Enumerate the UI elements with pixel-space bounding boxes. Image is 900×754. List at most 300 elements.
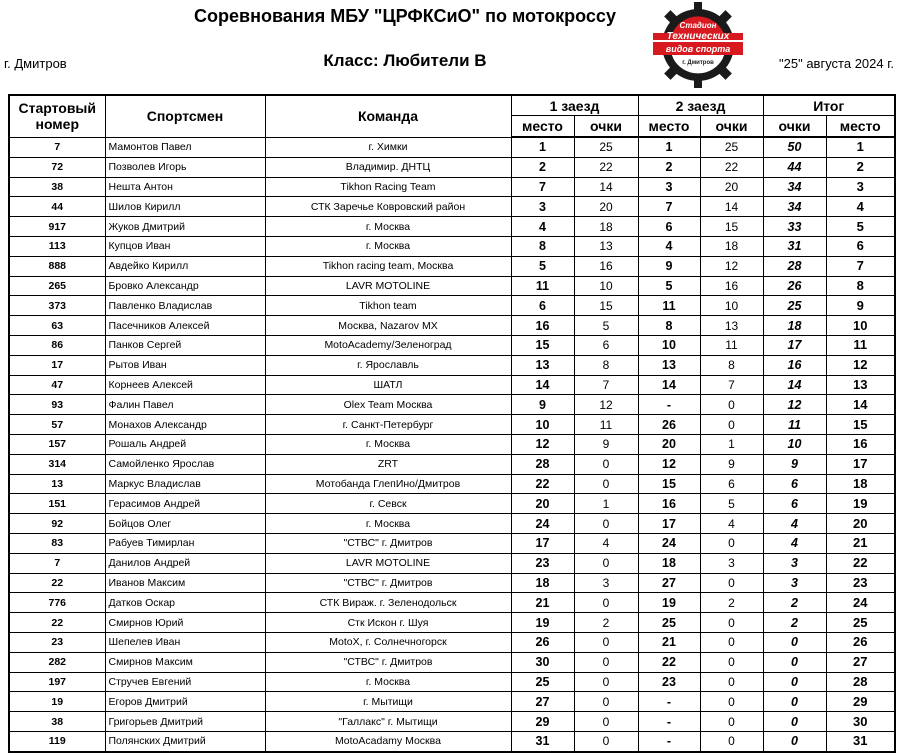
race1-place-cell: 25: [511, 672, 574, 692]
start-number-cell: 314: [9, 454, 105, 474]
table-row: [9, 494, 895, 514]
race1-points-cell: 0: [574, 632, 638, 652]
total-points-cell: 4: [763, 514, 826, 534]
race2-place-cell: -: [638, 712, 700, 732]
race1-place-cell: 17: [511, 533, 574, 553]
total-points-cell: 14: [763, 375, 826, 395]
race2-place-cell: 24: [638, 533, 700, 553]
race1-points-cell: 0: [574, 593, 638, 613]
start-number-cell: 7: [9, 137, 105, 157]
table-row: [9, 375, 895, 395]
rider-name-cell: Бойцов Олег: [105, 514, 265, 534]
total-points-cell: 34: [763, 177, 826, 197]
race1-points-cell: 0: [574, 672, 638, 692]
race1-place-cell: 22: [511, 474, 574, 494]
race1-points-cell: 6: [574, 335, 638, 355]
final-place-cell: 25: [826, 613, 895, 633]
race2-points-cell: 0: [700, 613, 763, 633]
final-place-cell: 11: [826, 335, 895, 355]
team-cell: "СТВС" г. Дмитров: [265, 533, 511, 553]
race1-place-cell: 6: [511, 296, 574, 316]
table-row: [9, 712, 895, 732]
race2-place-cell: 15: [638, 474, 700, 494]
rider-name-cell: Маркус Владислав: [105, 474, 265, 494]
final-place-cell: 3: [826, 177, 895, 197]
total-points-cell: 3: [763, 573, 826, 593]
final-place-cell: 26: [826, 632, 895, 652]
final-place-cell: 28: [826, 672, 895, 692]
table-row: [9, 672, 895, 692]
race1-points-cell: 15: [574, 296, 638, 316]
race2-points-cell: 14: [700, 197, 763, 217]
total-points-cell: 0: [763, 632, 826, 652]
race1-place-cell: 8: [511, 236, 574, 256]
rider-name-cell: Позволев Игорь: [105, 157, 265, 177]
total-points-cell: 4: [763, 533, 826, 553]
team-cell: г. Мытищи: [265, 692, 511, 712]
team-cell: Tikhon racing team, Москва: [265, 256, 511, 276]
results-body: [9, 137, 895, 752]
date-label: "25" августа 2024 г.: [779, 56, 894, 71]
team-cell: LAVR MOTOLINE: [265, 553, 511, 573]
race1-place-cell: 20: [511, 494, 574, 514]
team-cell: MotoAcadamy Москва: [265, 731, 511, 751]
rider-name-cell: Датков Оскар: [105, 593, 265, 613]
race2-place-cell: 19: [638, 593, 700, 613]
page-title: Соревнования МБУ "ЦРФКСиО" по мотокроссу: [194, 6, 616, 26]
total-points-cell: 28: [763, 256, 826, 276]
table-row: [9, 137, 895, 157]
race2-points-cell: 6: [700, 474, 763, 494]
race1-points-cell: 16: [574, 256, 638, 276]
rider-name-cell: Рытов Иван: [105, 355, 265, 375]
rider-name-cell: Самойленко Ярослав: [105, 454, 265, 474]
header-race2: 2 заезд: [638, 95, 763, 116]
rider-name-cell: Рабуев Тимирлан: [105, 533, 265, 553]
race1-points-cell: 5: [574, 316, 638, 336]
total-points-cell: 6: [763, 474, 826, 494]
header-race2-points: очки: [700, 116, 763, 138]
race1-points-cell: 0: [574, 514, 638, 534]
race2-place-cell: 16: [638, 494, 700, 514]
race2-place-cell: 8: [638, 316, 700, 336]
total-points-cell: 0: [763, 672, 826, 692]
race2-points-cell: 0: [700, 672, 763, 692]
header-start-number: Стартовый номер: [9, 95, 105, 137]
total-points-cell: 44: [763, 157, 826, 177]
race1-points-cell: 12: [574, 395, 638, 415]
race2-points-cell: 10: [700, 296, 763, 316]
race1-points-cell: 18: [574, 217, 638, 237]
race2-points-cell: 11: [700, 335, 763, 355]
table-row: [9, 652, 895, 672]
table-row: [9, 731, 895, 751]
race1-points-cell: 14: [574, 177, 638, 197]
race1-place-cell: 1: [511, 137, 574, 157]
race2-points-cell: 0: [700, 415, 763, 435]
start-number-cell: 113: [9, 236, 105, 256]
final-place-cell: 22: [826, 553, 895, 573]
rider-name-cell: Егоров Дмитрий: [105, 692, 265, 712]
race2-place-cell: 7: [638, 197, 700, 217]
race2-points-cell: 5: [700, 494, 763, 514]
race2-place-cell: 25: [638, 613, 700, 633]
race1-place-cell: 27: [511, 692, 574, 712]
header-race1: 1 заезд: [511, 95, 638, 116]
race2-points-cell: 12: [700, 256, 763, 276]
race1-points-cell: 22: [574, 157, 638, 177]
header-race1-points: очки: [574, 116, 638, 138]
rider-name-cell: Жуков Дмитрий: [105, 217, 265, 237]
final-place-cell: 16: [826, 434, 895, 454]
total-points-cell: 2: [763, 613, 826, 633]
race1-points-cell: 2: [574, 613, 638, 633]
final-place-cell: 7: [826, 256, 895, 276]
race2-points-cell: 15: [700, 217, 763, 237]
race1-place-cell: 12: [511, 434, 574, 454]
class-title: Класс: Любители В: [323, 51, 487, 70]
rider-name-cell: Авдейко Кирилл: [105, 256, 265, 276]
results-table: [8, 94, 896, 753]
team-cell: г. Москва: [265, 434, 511, 454]
race2-points-cell: 9: [700, 454, 763, 474]
race2-place-cell: 23: [638, 672, 700, 692]
race2-place-cell: 12: [638, 454, 700, 474]
header-total: Итог: [763, 95, 895, 116]
rider-name-cell: Корнеев Алексей: [105, 375, 265, 395]
race2-place-cell: 3: [638, 177, 700, 197]
rider-name-cell: Панков Сергей: [105, 335, 265, 355]
race2-place-cell: 22: [638, 652, 700, 672]
table-row: [9, 415, 895, 435]
final-place-cell: 31: [826, 731, 895, 751]
race1-points-cell: 0: [574, 731, 638, 751]
race2-place-cell: 6: [638, 217, 700, 237]
rider-name-cell: Мамонтов Павел: [105, 137, 265, 157]
final-place-cell: 18: [826, 474, 895, 494]
total-points-cell: 0: [763, 652, 826, 672]
team-cell: "СТВС" г. Дмитров: [265, 573, 511, 593]
table-row: [9, 316, 895, 336]
team-cell: Москва, Nazarov MX: [265, 316, 511, 336]
race1-place-cell: 10: [511, 415, 574, 435]
rider-name-cell: Шепелев Иван: [105, 632, 265, 652]
final-place-cell: 8: [826, 276, 895, 296]
total-points-cell: 34: [763, 197, 826, 217]
start-number-cell: 93: [9, 395, 105, 415]
team-cell: г. Москва: [265, 217, 511, 237]
table-row: [9, 593, 895, 613]
final-place-cell: 5: [826, 217, 895, 237]
final-place-cell: 19: [826, 494, 895, 514]
start-number-cell: 44: [9, 197, 105, 217]
race1-points-cell: 8: [574, 355, 638, 375]
header-race1-place: место: [511, 116, 574, 138]
total-points-cell: 0: [763, 692, 826, 712]
race1-points-cell: 10: [574, 276, 638, 296]
race2-place-cell: 9: [638, 256, 700, 276]
team-cell: СТК Вираж. г. Зеленодольск: [265, 593, 511, 613]
race2-points-cell: 22: [700, 157, 763, 177]
final-place-cell: 17: [826, 454, 895, 474]
final-place-cell: 21: [826, 533, 895, 553]
table-row: [9, 157, 895, 177]
final-place-cell: 13: [826, 375, 895, 395]
rider-name-cell: Пасечников Алексей: [105, 316, 265, 336]
logo-line3: видов спорта: [665, 44, 731, 54]
logo-line4: г. Дмитров: [682, 60, 714, 66]
team-cell: г. Севск: [265, 494, 511, 514]
table-row: [9, 454, 895, 474]
race1-place-cell: 11: [511, 276, 574, 296]
race2-points-cell: 16: [700, 276, 763, 296]
table-row: [9, 632, 895, 652]
race2-points-cell: 25: [700, 137, 763, 157]
total-points-cell: 0: [763, 731, 826, 751]
rider-name-cell: Бровко Александр: [105, 276, 265, 296]
race2-points-cell: 20: [700, 177, 763, 197]
team-cell: Tikhon team: [265, 296, 511, 316]
race1-points-cell: 1: [574, 494, 638, 514]
team-cell: г. Москва: [265, 236, 511, 256]
stadium-logo: [649, 2, 747, 88]
table-row: [9, 256, 895, 276]
team-cell: Владимир. ДНТЦ: [265, 157, 511, 177]
table-row: [9, 236, 895, 256]
final-place-cell: 27: [826, 652, 895, 672]
start-number-cell: 57: [9, 415, 105, 435]
race2-points-cell: 13: [700, 316, 763, 336]
race1-place-cell: 21: [511, 593, 574, 613]
final-place-cell: 23: [826, 573, 895, 593]
race1-points-cell: 11: [574, 415, 638, 435]
start-number-cell: 7: [9, 553, 105, 573]
table-row: [9, 296, 895, 316]
race1-points-cell: 20: [574, 197, 638, 217]
race1-place-cell: 5: [511, 256, 574, 276]
team-cell: ZRT: [265, 454, 511, 474]
race1-place-cell: 30: [511, 652, 574, 672]
race2-place-cell: -: [638, 395, 700, 415]
logo-line2: Технических: [666, 31, 730, 42]
start-number-cell: 17: [9, 355, 105, 375]
team-cell: "Галлакс" г. Мытищи: [265, 712, 511, 732]
team-cell: MotoX, г. Солнечногорск: [265, 632, 511, 652]
team-cell: Olex Team Москва: [265, 395, 511, 415]
rider-name-cell: Шилов Кирилл: [105, 197, 265, 217]
race2-points-cell: 2: [700, 593, 763, 613]
rider-name-cell: Смирнов Максим: [105, 652, 265, 672]
total-points-cell: 17: [763, 335, 826, 355]
team-cell: Tikhon Racing Team: [265, 177, 511, 197]
rider-name-cell: Купцов Иван: [105, 236, 265, 256]
total-points-cell: 2: [763, 593, 826, 613]
table-row: [9, 514, 895, 534]
race2-points-cell: 4: [700, 514, 763, 534]
start-number-cell: 197: [9, 672, 105, 692]
rider-name-cell: Рошаль Андрей: [105, 434, 265, 454]
final-place-cell: 15: [826, 415, 895, 435]
rider-name-cell: Монахов Александр: [105, 415, 265, 435]
start-number-cell: 282: [9, 652, 105, 672]
team-cell: г. Химки: [265, 137, 511, 157]
table-row: [9, 692, 895, 712]
logo-line1: Стадион: [679, 21, 717, 30]
team-cell: СТК Заречье Ковровский район: [265, 197, 511, 217]
header-total-points: очки: [763, 116, 826, 138]
header-team: Команда: [265, 95, 511, 137]
race1-points-cell: 7: [574, 375, 638, 395]
race2-place-cell: 21: [638, 632, 700, 652]
start-number-cell: 917: [9, 217, 105, 237]
race2-points-cell: 7: [700, 375, 763, 395]
table-row: [9, 355, 895, 375]
start-number-cell: 13: [9, 474, 105, 494]
total-points-cell: 3: [763, 553, 826, 573]
start-number-cell: 38: [9, 177, 105, 197]
start-number-cell: 157: [9, 434, 105, 454]
race1-place-cell: 9: [511, 395, 574, 415]
race2-points-cell: 0: [700, 533, 763, 553]
race1-place-cell: 24: [511, 514, 574, 534]
race1-points-cell: 25: [574, 137, 638, 157]
race2-points-cell: 18: [700, 236, 763, 256]
race2-points-cell: 3: [700, 553, 763, 573]
start-number-cell: 92: [9, 514, 105, 534]
final-place-cell: 12: [826, 355, 895, 375]
race1-place-cell: 26: [511, 632, 574, 652]
start-number-cell: 776: [9, 593, 105, 613]
team-cell: LAVR MOTOLINE: [265, 276, 511, 296]
table-row: [9, 434, 895, 454]
start-number-cell: 151: [9, 494, 105, 514]
race1-place-cell: 15: [511, 335, 574, 355]
race1-points-cell: 3: [574, 573, 638, 593]
header-final-place: место: [826, 116, 895, 138]
rider-name-cell: Фалин Павел: [105, 395, 265, 415]
final-place-cell: 2: [826, 157, 895, 177]
header-race2-place: место: [638, 116, 700, 138]
race2-place-cell: 10: [638, 335, 700, 355]
table-row: [9, 197, 895, 217]
race1-points-cell: 0: [574, 553, 638, 573]
race1-place-cell: 13: [511, 355, 574, 375]
rider-name-cell: Полянских Дмитрий: [105, 731, 265, 751]
race2-points-cell: 0: [700, 731, 763, 751]
race1-place-cell: 4: [511, 217, 574, 237]
team-cell: ШАТЛ: [265, 375, 511, 395]
rider-name-cell: Павленко Владислав: [105, 296, 265, 316]
race1-place-cell: 28: [511, 454, 574, 474]
start-number-cell: 83: [9, 533, 105, 553]
race1-points-cell: 13: [574, 236, 638, 256]
team-cell: Мотобанда ГлепИно/Дмитров: [265, 474, 511, 494]
race1-points-cell: 0: [574, 454, 638, 474]
rider-name-cell: Смирнов Юрий: [105, 613, 265, 633]
total-points-cell: 50: [763, 137, 826, 157]
start-number-cell: 888: [9, 256, 105, 276]
race2-place-cell: 14: [638, 375, 700, 395]
total-points-cell: 6: [763, 494, 826, 514]
race2-place-cell: -: [638, 692, 700, 712]
team-cell: г. Санкт-Петербург: [265, 415, 511, 435]
race1-points-cell: 4: [574, 533, 638, 553]
race1-place-cell: 7: [511, 177, 574, 197]
race1-place-cell: 2: [511, 157, 574, 177]
final-place-cell: 29: [826, 692, 895, 712]
race2-place-cell: 1: [638, 137, 700, 157]
total-points-cell: 26: [763, 276, 826, 296]
race1-place-cell: 16: [511, 316, 574, 336]
total-points-cell: 18: [763, 316, 826, 336]
total-points-cell: 33: [763, 217, 826, 237]
final-place-cell: 6: [826, 236, 895, 256]
table-row: [9, 335, 895, 355]
race1-place-cell: 3: [511, 197, 574, 217]
race2-place-cell: 5: [638, 276, 700, 296]
total-points-cell: 25: [763, 296, 826, 316]
final-place-cell: 14: [826, 395, 895, 415]
race2-points-cell: 0: [700, 652, 763, 672]
race1-place-cell: 29: [511, 712, 574, 732]
table-row: [9, 395, 895, 415]
start-number-cell: 373: [9, 296, 105, 316]
race2-place-cell: 27: [638, 573, 700, 593]
race1-place-cell: 18: [511, 573, 574, 593]
race2-place-cell: 13: [638, 355, 700, 375]
final-place-cell: 10: [826, 316, 895, 336]
race2-place-cell: 26: [638, 415, 700, 435]
team-cell: г. Москва: [265, 672, 511, 692]
race1-points-cell: 0: [574, 712, 638, 732]
race2-points-cell: 0: [700, 573, 763, 593]
start-number-cell: 22: [9, 573, 105, 593]
table-row: [9, 177, 895, 197]
start-number-cell: 38: [9, 712, 105, 732]
final-place-cell: 20: [826, 514, 895, 534]
race2-points-cell: 8: [700, 355, 763, 375]
race1-points-cell: 9: [574, 434, 638, 454]
race2-place-cell: 2: [638, 157, 700, 177]
race2-points-cell: 0: [700, 692, 763, 712]
table-row: [9, 573, 895, 593]
total-points-cell: 9: [763, 454, 826, 474]
start-number-cell: 86: [9, 335, 105, 355]
final-place-cell: 4: [826, 197, 895, 217]
race2-points-cell: 0: [700, 712, 763, 732]
table-row: [9, 533, 895, 553]
start-number-cell: 119: [9, 731, 105, 751]
final-place-cell: 24: [826, 593, 895, 613]
race1-place-cell: 31: [511, 731, 574, 751]
final-place-cell: 1: [826, 137, 895, 157]
table-row: [9, 276, 895, 296]
start-number-cell: 72: [9, 157, 105, 177]
race2-place-cell: -: [638, 731, 700, 751]
race2-place-cell: 11: [638, 296, 700, 316]
rider-name-cell: Стручев Евгений: [105, 672, 265, 692]
race1-points-cell: 0: [574, 692, 638, 712]
race2-place-cell: 20: [638, 434, 700, 454]
total-points-cell: 10: [763, 434, 826, 454]
race1-place-cell: 19: [511, 613, 574, 633]
start-number-cell: 19: [9, 692, 105, 712]
table-row: [9, 613, 895, 633]
team-cell: "СТВС" г. Дмитров: [265, 652, 511, 672]
total-points-cell: 31: [763, 236, 826, 256]
start-number-cell: 63: [9, 316, 105, 336]
rider-name-cell: Григорьев Дмитрий: [105, 712, 265, 732]
